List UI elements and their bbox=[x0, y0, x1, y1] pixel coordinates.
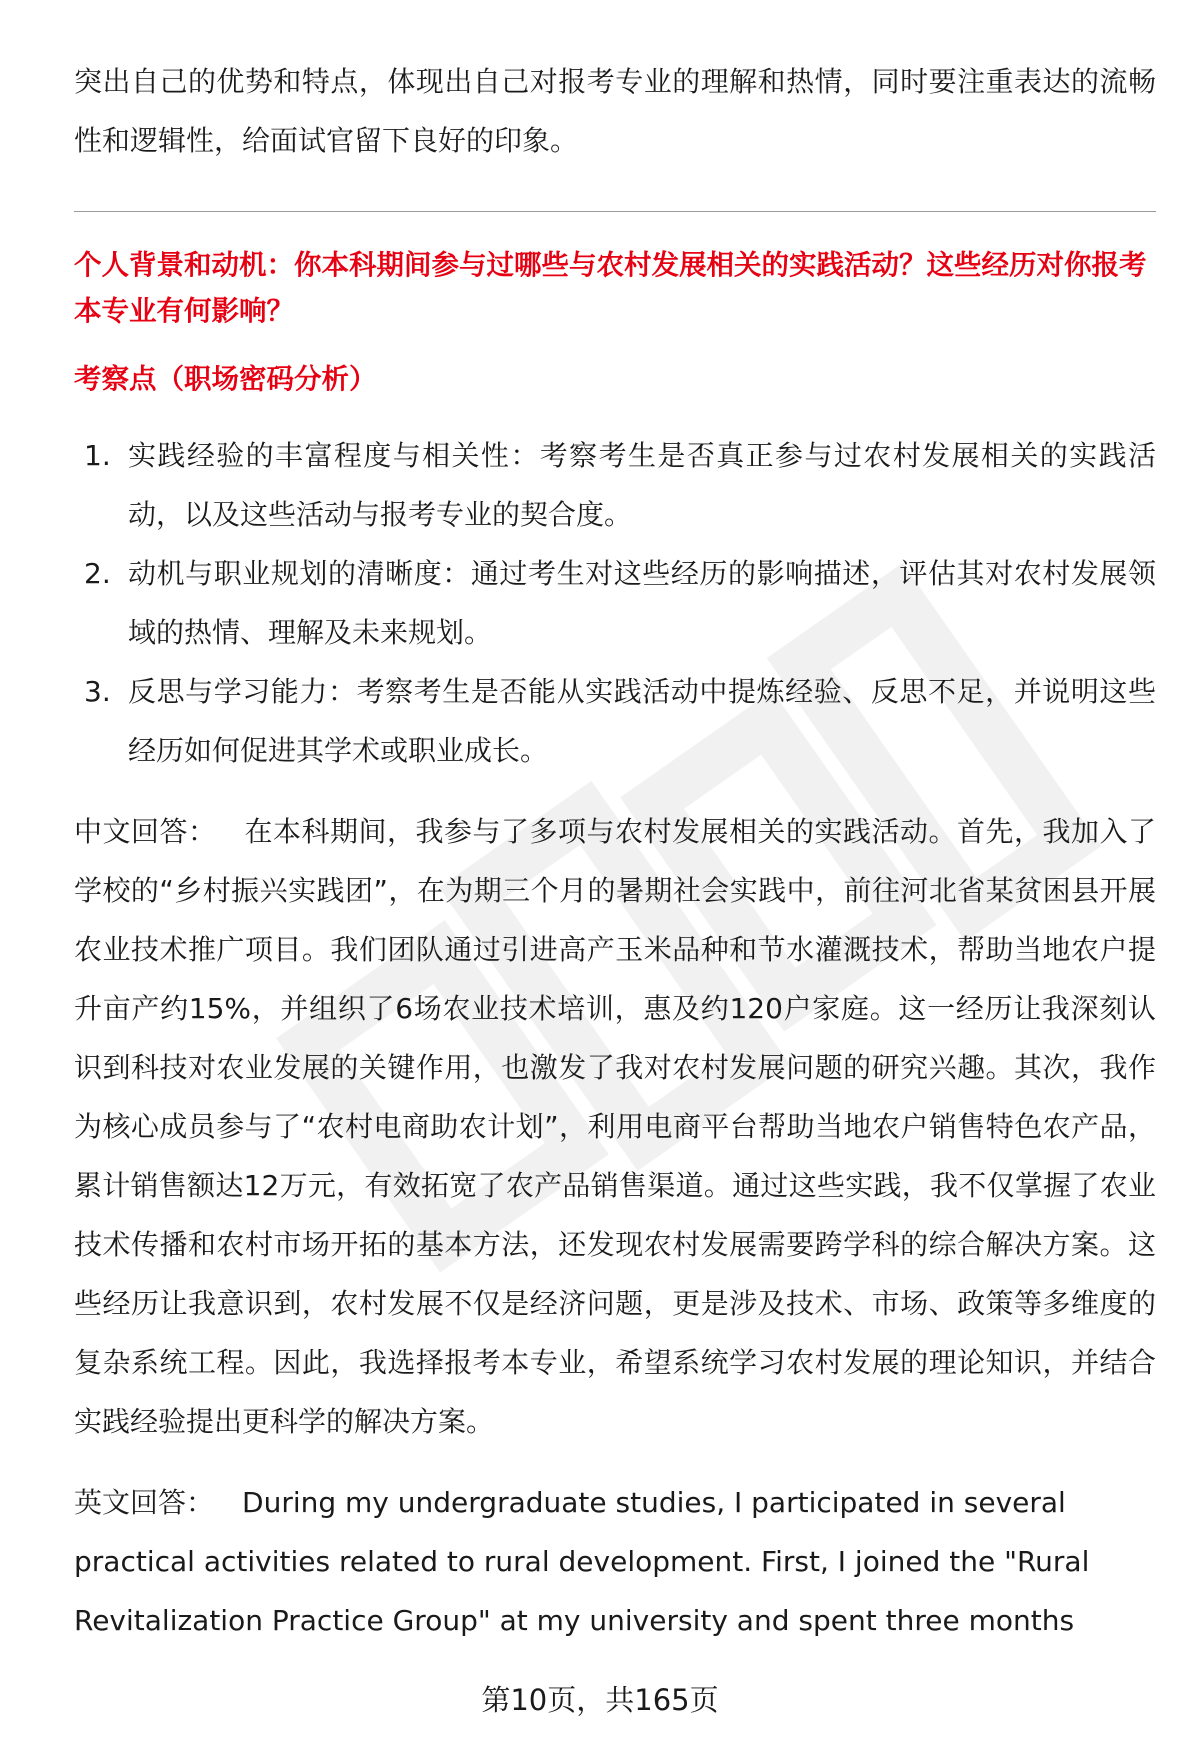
english-answer-text: During my undergraduate studies, I participated in several practical activities related to rural development. First, I joined the "Rural Revitalization Practice Group" at my university and spent three months bbox=[74, 1486, 1090, 1637]
english-answer-label: 英文回答： bbox=[74, 1486, 215, 1519]
list-item-text: 反思与学习能力：考察考生是否能从实践活动中提炼经验、反思不足，并说明这些经历如何促进其学术或职业成长。 bbox=[128, 675, 1156, 767]
intro-paragraph: 突出自己的优势和特点，体现出自己对报考专业的理解和热情，同时要注重表达的流畅性和逻辑性，给面试官留下良好的印象。 bbox=[74, 65, 1156, 157]
list-item-number: 1. bbox=[84, 439, 111, 472]
section-divider bbox=[74, 211, 1156, 212]
page-content bbox=[74, 52, 1156, 1650]
page-number-footer: 第10页，共165页 bbox=[481, 1683, 719, 1717]
list-item bbox=[74, 426, 1156, 544]
question-heading: 个人背景和动机：你本科期间参与过哪些与农村发展相关的实践活动？这些经历对你报考本专业有何影响？ bbox=[74, 249, 1147, 327]
list-item bbox=[74, 662, 1156, 780]
english-answer bbox=[74, 1473, 1156, 1650]
list-item bbox=[74, 544, 1156, 662]
list-item-text: 实践经验的丰富程度与相关性：考察考生是否真正参与过农村发展相关的实践活动，以及这些活动与报考专业的契合度。 bbox=[128, 439, 1156, 531]
list-item-number: 3. bbox=[84, 675, 111, 708]
chinese-answer-text: 在本科期间，我参与了多项与农村发展相关的实践活动。首先，我加入了学校的“乡村振兴实践团”，在为期三个月的暑期社会实践中，前往河北省某贫困县开展农业技术推广项目。我们团队通过引进高产玉米品种和节水灌溉技术，帮助当地农户提升亩产约15%，并组织了6场农业技术培训，惠及约120户家庭。这一经历让我深刻认识到科技对农业发展的关键作用，也激发了我对农村发展问题的研究兴趣。其次，我作为核心成员参与了“农村电商助农计划”，利用电商平台帮助当地农户销售特色农产品，累计销售额达12万元，有效拓宽了农产品销售渠道。通过这些实践，我不仅掌握了农业技术传播和农村市场开拓的基本方法，还发现农村发展需要跨学科的综合解决方案。这些经历让我意识到，农村发展不仅是经济问题，更是涉及技术、市场、政策等多维度的复杂系统工程。因此，我选择报考本专业，希望系统学习农村发展的理论知识，并结合实践经验提出更科学的解决方案。 bbox=[74, 815, 1156, 1438]
chinese-answer bbox=[74, 802, 1156, 1451]
list-item-number: 2. bbox=[84, 557, 111, 590]
chinese-answer-label: 中文回答： bbox=[74, 815, 217, 848]
section-title: 考察点（职场密码分析） bbox=[74, 363, 377, 395]
assessment-points-list bbox=[74, 426, 1156, 780]
list-item-text: 动机与职业规划的清晰度：通过考生对这些经历的影响描述，评估其对农村发展领域的热情、理解及未来规划。 bbox=[128, 557, 1156, 649]
